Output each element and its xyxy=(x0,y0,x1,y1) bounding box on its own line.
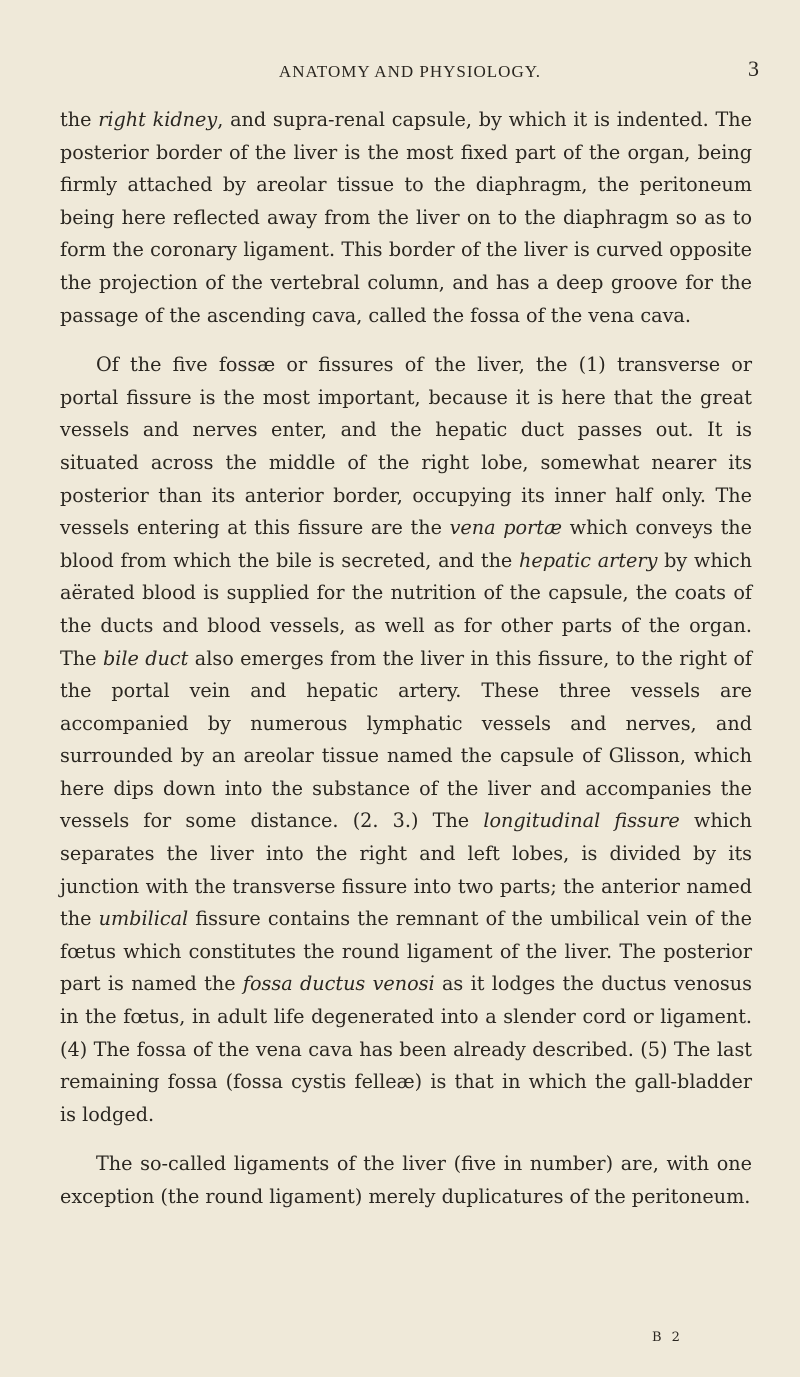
text-run: by which aërated blood is supplied for the nutrition of the capsule, the coats of the ducts and blood vessels, as well as for other parts of the organ. The xyxy=(60,548,753,670)
text-run: The so-called ligaments of the liver (five in number) are, with one exception (the round ligament) merely duplicatures of the peritoneum. xyxy=(60,1152,752,1208)
running-head: ANATOMY AND PHYSIOLOGY. xyxy=(278,62,542,81)
text-run: which conveys the blood from which the bile is secreted, and the xyxy=(60,516,752,572)
paragraph xyxy=(60,349,752,1131)
signature-mark: B 2 xyxy=(652,1330,683,1345)
text-run: also emerges from the liver in this fissure, to the right of the portal vein and hepatic artery. These three vessels are accompanied by numerous lymphatic vessels and nerves, and surrounded by an areolar tissue named the capsule of Glisson, which here dips down into the substance of the liver and accompanies the vessels for some distance. (2. 3.) The xyxy=(60,646,752,833)
paragraph xyxy=(60,1148,752,1213)
text-run: fissure contains the remnant of the umbilical vein of the fœtus which constitutes the round ligament of the liver. The posterior part is named the xyxy=(60,907,752,996)
body-text xyxy=(60,104,752,1214)
text-run: the xyxy=(60,108,99,131)
italic-term: fossa ductus venosi xyxy=(242,972,435,996)
italic-term: bile duct xyxy=(102,646,189,670)
text-run: as it lodges the ductus venosus in the fœtus, in adult life degenerated into a slender cord or ligament. (4) The fossa of the vena cava has been already described. (5) The last remaining fossa (fossa cystis felleæ) is that in which the gall-bladder is lodged. xyxy=(60,972,752,1126)
text-run: , and supra-renal capsule, by which it is indented. The posterior border of the liver is the most fixed part of the organ, being firmly attached by areolar tissue to the diaphragm, the peritoneum being here reflected away from the liver on to the diaphragm so as to form the coronary ligament. This border of the liver is curved opposite the projection of the vertebral column, and has a deep groove for the passage of the ascending cava, called the fossa of the vena cava. xyxy=(60,108,752,327)
text-run: Of the five fossæ or fissures of the liver, the (1) transverse or portal fissure is the most important, because it is here that the great vessels and nerves enter, and the hepatic duct passes out. It is situated across the middle of the right lobe, somewhat nearer its posterior than its anterior border, occupying its inner half only. The vessels entering at this fissure are the xyxy=(60,353,752,540)
page-header xyxy=(60,56,760,88)
italic-term: vena portæ xyxy=(449,516,563,540)
italic-term: right kidney xyxy=(98,108,218,131)
italic-term: hepatic artery xyxy=(519,548,658,572)
italic-term: longitudinal fissure xyxy=(483,809,680,833)
page-number: 3 xyxy=(748,56,760,81)
text-run: which separates the liver into the right and left lobes, is divided by its junction with the transverse fissure into two parts; the anterior named the xyxy=(60,809,752,931)
paragraph xyxy=(60,104,752,332)
italic-term: umbilical xyxy=(98,907,189,931)
